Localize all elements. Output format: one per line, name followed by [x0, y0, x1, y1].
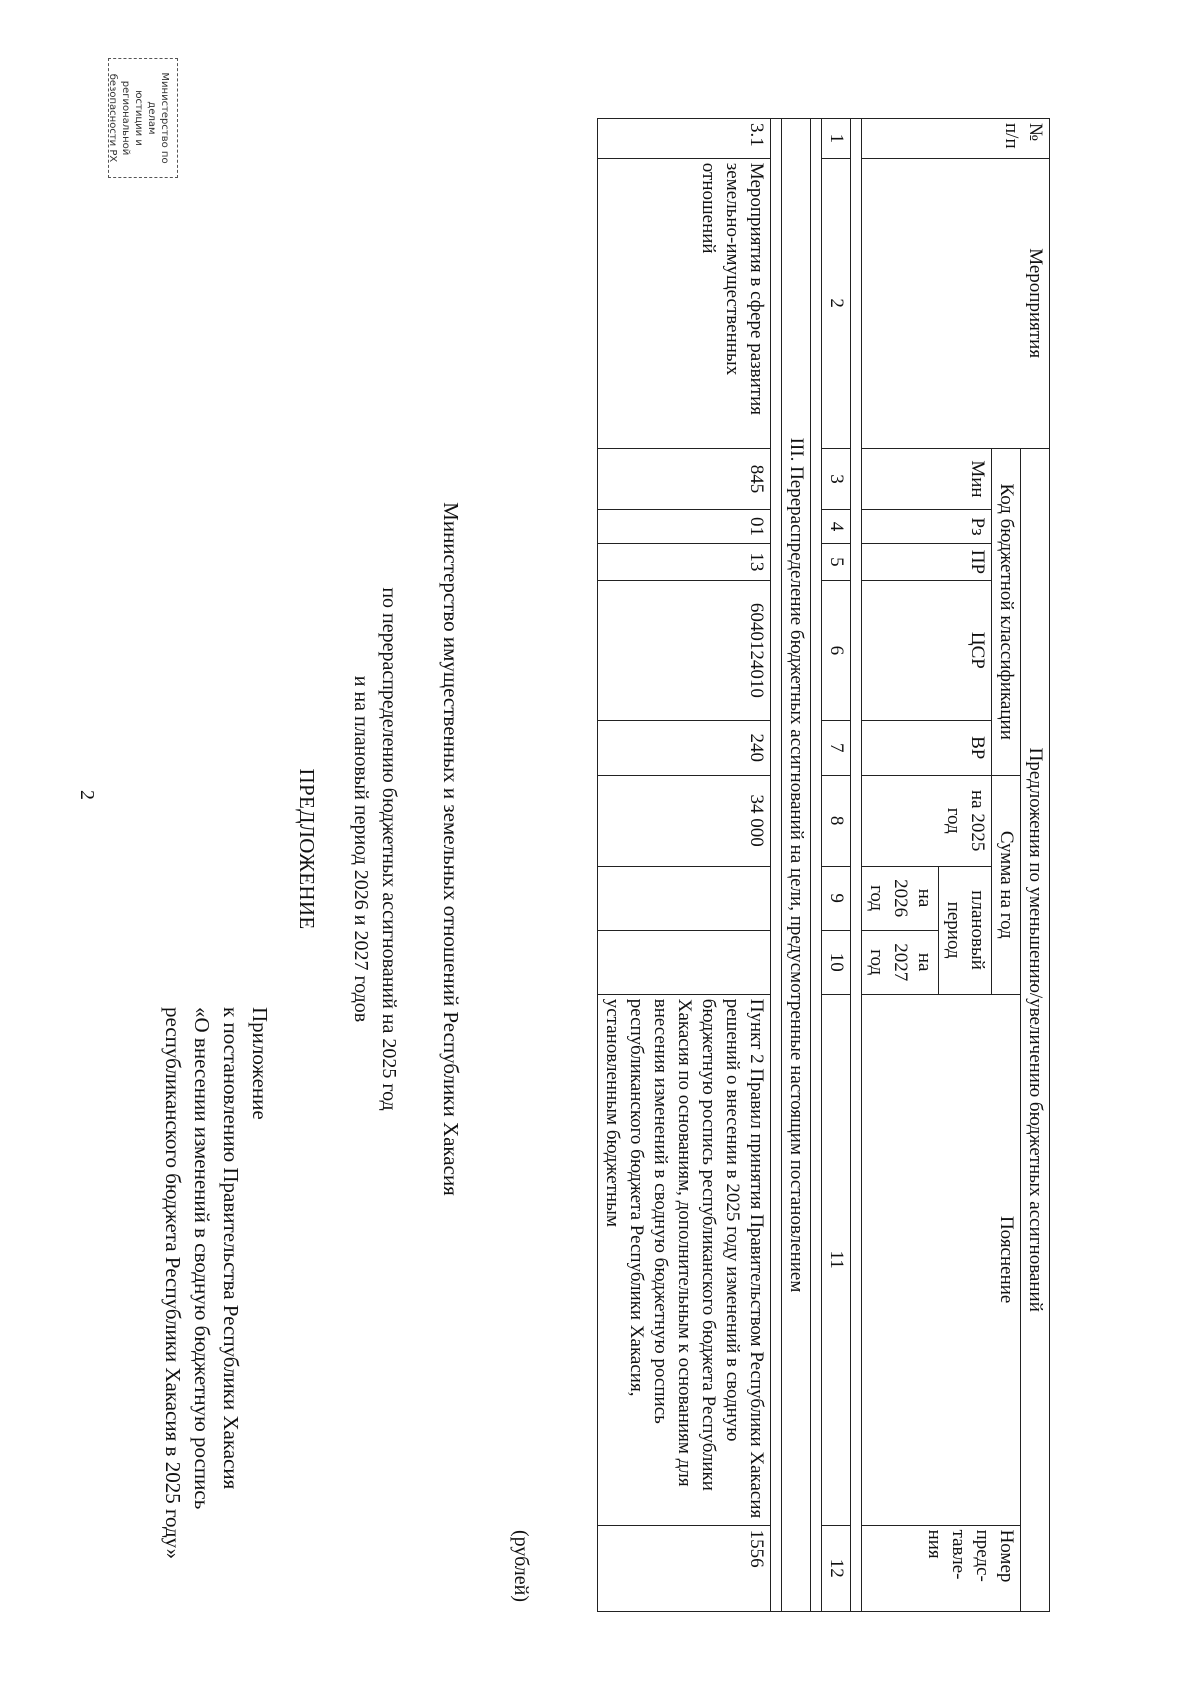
section-row — [782, 119, 811, 1612]
header-events: Мероприятия — [862, 158, 1050, 448]
column-number: 10 — [822, 930, 851, 994]
row-events: Мероприятия в сфере развития земельно-имущественных отношений — [598, 158, 771, 448]
column-number: 8 — [822, 775, 851, 866]
appendix-line-1: Приложение — [248, 1007, 272, 1120]
column-number: 12 — [822, 1525, 851, 1611]
document-subtitle-2: и на плановый период 2026 и 2027 годов — [350, 675, 372, 1023]
row-min: 845 — [598, 448, 771, 510]
column-number-row — [822, 119, 851, 1612]
page-number: 2 — [76, 790, 98, 800]
appendix-line-3: «О внесении изменений в сводную бюджетную роспись — [190, 1007, 214, 1510]
row-y2027 — [598, 930, 771, 994]
header-vr: ВР — [862, 720, 992, 775]
stamp-line-3: безопасности РХ — [107, 73, 118, 163]
allocation-table — [597, 118, 1050, 1612]
stamp-line-1: Министерство по делам — [146, 72, 170, 164]
appendix-line-2: к постановлению Правительства Республики Хакасия — [219, 1007, 243, 1490]
table-gap — [851, 119, 862, 1612]
row-y2025: 34 000 — [598, 775, 771, 866]
column-number: 9 — [822, 866, 851, 930]
column-number: 7 — [822, 720, 851, 775]
section-title: III. Перераспределение бюджетных ассигнований на цели, предусмотренные настоящим постановлением — [782, 119, 811, 1612]
column-number: 2 — [822, 158, 851, 448]
appendix-line-4: республиканского бюджета Республики Хакасия в 2025 году» — [161, 1007, 185, 1560]
document-subtitle-1: по перераспределению бюджетных ассигнований на 2025 год — [378, 587, 400, 1111]
ministry-name: Министерство имущественных и земельных отношений Республики Хакасия — [439, 502, 463, 1196]
units-label: (рублей) — [510, 1530, 532, 1603]
header-y2026: на 2026 год — [862, 866, 939, 930]
header-csr: ЦСР — [862, 581, 992, 720]
column-number: 11 — [822, 994, 851, 1525]
header-explanation: Пояснение — [862, 994, 1021, 1525]
row-vr: 240 — [598, 720, 771, 775]
column-number: 6 — [822, 581, 851, 720]
row-explanation: Пункт 2 Правил принятия Правительством Республики Хакасия решений о внесении в 2025 году изменений в сводную бюджетную роспись республиканского бюджета Республики Хакасия по основаниям, дополнительным к основаниям для внесения изменений в сводную бюджетную роспись республиканского бюджета Республики Хакасия, установленным бюджетным — [598, 994, 771, 1525]
header-rep-number: Номер предс-тавле-ния — [862, 1525, 1021, 1611]
table-gap — [811, 119, 822, 1612]
header-plan-period: плановый период — [939, 866, 992, 994]
header-y2027: на 2027 год — [862, 930, 939, 994]
table-row — [598, 119, 771, 1612]
header-code-group: Код бюджетной классификации — [992, 448, 1021, 775]
header-min: Мин — [862, 448, 992, 510]
row-num: 3.1 — [598, 119, 771, 159]
header-rz: Рз — [862, 510, 992, 543]
header-pr: ПР — [862, 543, 992, 581]
stamp-line-2: юстиции и региональной — [120, 80, 144, 156]
row-csr: 6040124010 — [598, 581, 771, 720]
column-number: 4 — [822, 510, 851, 543]
header-num: № п/п — [862, 119, 1050, 159]
row-rz: 01 — [598, 510, 771, 543]
row-pr: 13 — [598, 543, 771, 581]
column-number: 1 — [822, 119, 851, 159]
row-rep-number: 1556 — [598, 1525, 771, 1611]
header-y2025: на 2025 год — [862, 775, 992, 866]
table-gap — [771, 119, 782, 1612]
registration-stamp — [108, 58, 178, 178]
header-proposals: Предложения по уменьшению/увеличению бюджетных ассигнований — [1021, 448, 1050, 1611]
header-sum-group: Сумма на год — [992, 775, 1021, 994]
column-number: 5 — [822, 543, 851, 581]
document-heading: ПРЕДЛОЖЕНИЕ — [295, 768, 319, 930]
column-number: 3 — [822, 448, 851, 510]
row-y2026 — [598, 866, 771, 930]
appendix-block — [158, 1007, 274, 1559]
